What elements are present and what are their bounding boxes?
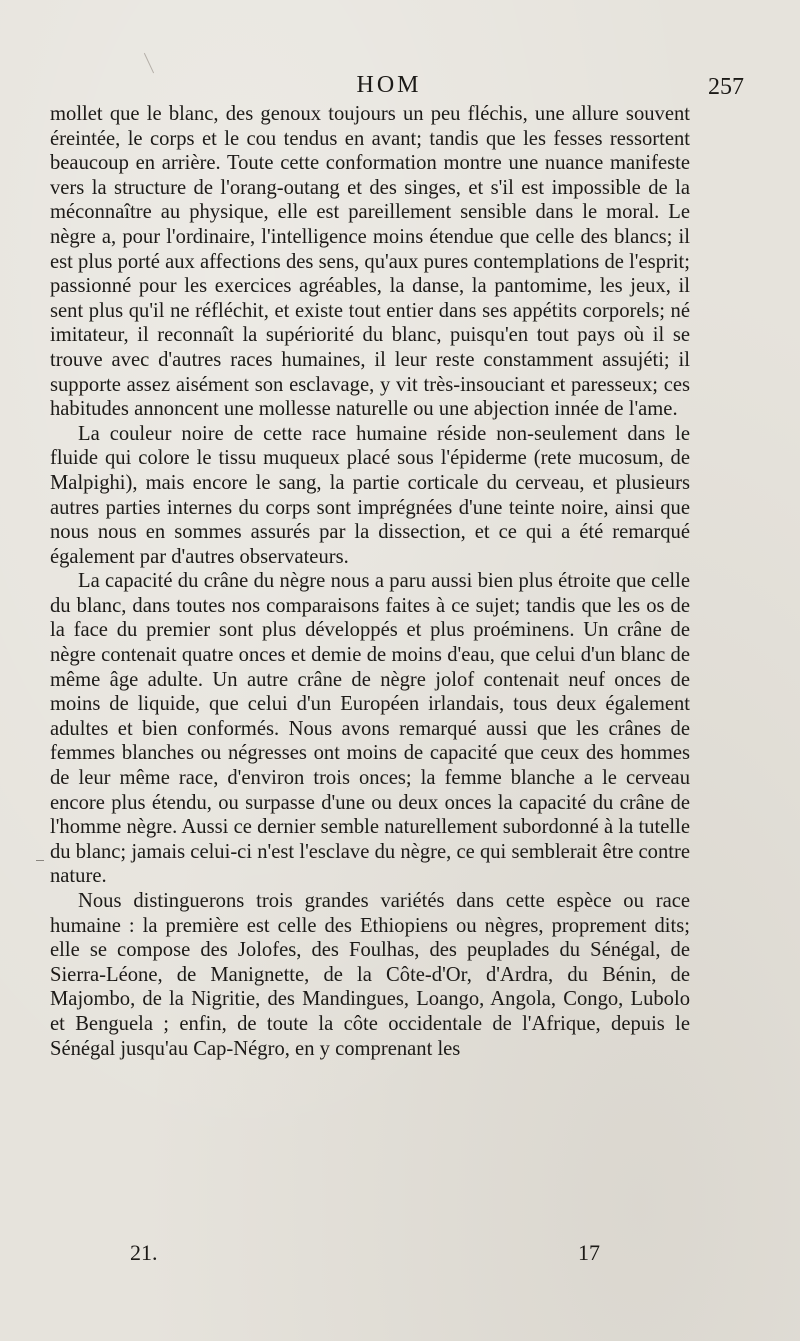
paragraph-4: Nous distinguerons trois grandes variétés dans cette espèce ou race humaine : la première est celle des Ethiopiens ou nègres, proprement dits; elle se compose des Jolofes, des Foulhas, des peuplades du Sénégal, de Sierra-Léone, de Manignette, de la Côte-d'Or, d'Ardra, du Bénin, de Majombo, de la Nigritie, des Mandingues, Loango, Angola, Congo, Lubolo et Benguela ; enfin, de toute la côte occidentale de l'Afrique, depuis le Sénégal jusqu'au Cap-Négro, en y comprenant les — [50, 890, 690, 1060]
signature-mark: 21. — [130, 1240, 158, 1265]
gathering-number: 17 — [578, 1240, 600, 1265]
paragraph-3: La capacité du crâne du nègre nous a paru aussi bien plus étroite que celle du blanc, dans toutes nos comparaisons faites à ce sujet; tandis que les os de la face du premier sont plus développés et plus proéminens. Un crâne de nègre contenait quatre onces et demie de moins d'eau, que celui d'un blanc de même âge adulte. Un autre crâne de nègre jolof contenait neuf onces de moins de liquide, que celui d'un Européen irlandais, tous deux également adultes et bien conformés. Nous avons remarqué aussi que les crânes de femmes blanches ou négresses ont moins de capacité que ceux des hommes de leur même race, d'environ trois onces; la femme blanche a le cerveau encore plus étendu, ou surpasse d'une ou deux onces la capacité du crâne de l'homme nègre. Aussi ce dernier semble naturellement subordonné à la tutelle du blanc; jamais celui-ci n'est l'esclave du nègre, ce qui semblerait être contre nature. — [50, 570, 690, 888]
running-head — [50, 72, 744, 106]
running-head-title: HOM — [356, 72, 422, 98]
page-footer — [130, 1240, 600, 1270]
page-number: 257 — [708, 74, 744, 100]
body-text — [50, 102, 690, 1061]
paragraph-2: La couleur noire de cette race humaine réside non-seulement dans le fluide qui colore le tissu muqueux placé sous l'épiderme (rete mucosum, de Malpighi), mais encore le sang, la partie corticale du cerveau, et plusieurs autres parties internes du corps sont imprégnées d'une teinte noire, ainsi que nous nous en sommes assurés par la dissection, et ce qui a été remarqué également par d'autres observateurs. — [50, 422, 690, 568]
ink-mark — [144, 49, 163, 74]
margin-mark — [36, 860, 44, 861]
paragraph-1: mollet que le blanc, des genoux toujours un peu fléchis, une allure souvent éreintée, le corps et le cou tendus en avant; tandis que les fesses ressortent beaucoup en arrière. Toute cette conformation montre une nuance manifeste vers la structure de l'orang-outang et des singes, et s'il est impossible de la méconnaître au physique, elle est pareillement sensible dans le moral. Le nègre a, pour l'ordinaire, l'intelligence moins étendue que celle des blancs; il est plus porté aux affections des sens, qu'aux pures contemplations de l'esprit; passionné pour les exercices agréables, la danse, la pantomime, les jeux, il sent plus qu'il ne réfléchit, et existe tout entier dans ses appétits corporels; né imitateur, il reconnaît la supériorité du blanc, puisqu'en tout pays où il se trouve avec d'autres races humaines, il leur reste constamment assujéti; il supporte assez aisément son esclavage, y vit très-insouciant et paresseux; ces habitudes annoncent une mollesse naturelle ou une abjection innée de l'ame. — [50, 103, 690, 421]
